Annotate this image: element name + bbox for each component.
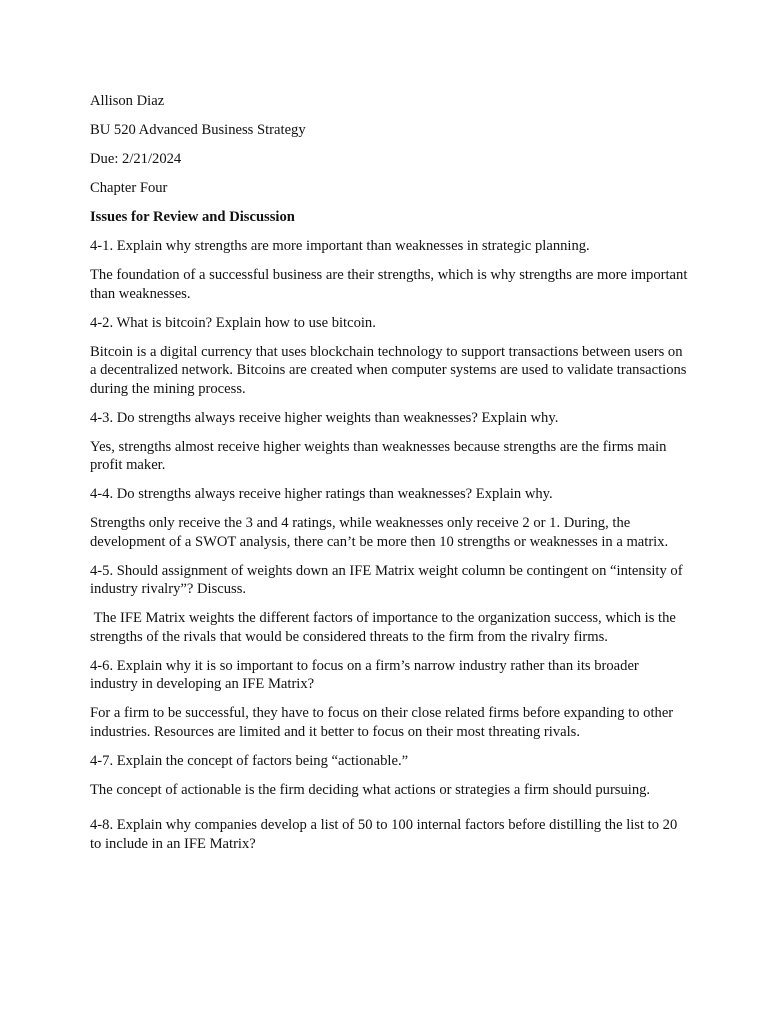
question-4-5: 4-5. Should assignment of weights down an IFE Matrix weight column be contingent on “intensity of industry rivalry”? Discuss. [90,562,683,597]
author-name: Allison Diaz [90,93,165,109]
answer-4-7: The concept of actionable is the firm deciding what actions or strategies a firm should pursuing. [90,781,651,798]
chapter-title: Chapter Four [90,180,168,196]
question-4-8: 4-8. Explain why companies develop a list of 50 to 100 internal factors before distilling the list to 20 to include in an IFE Matrix? [90,817,678,852]
answer-4-5: The IFE Matrix weights the different factors of importance to the organization success, which is the strengths of the rivals that would be considered threats to the firm from the rivalry firms. [90,610,676,645]
question-4-6: 4-6. Explain why it is so important to focus on a firm’s narrow industry rather than its broader industry in developing an IFE Matrix? [90,657,639,692]
answer-4-2: Bitcoin is a digital currency that uses blockchain technology to support transactions between users on a decentralized network. Bitcoins are created when computer systems are used to validate transactions during the mining process. [90,343,687,397]
answer-4-6: For a firm to be successful, they have to focus on their close related firms before expanding to other industries. Resources are limited and it better to focus on their most threating rivals. [90,705,674,740]
question-4-2: 4-2. What is bitcoin? Explain how to use bitcoin. [90,314,376,331]
answer-4-3: Yes, strengths almost receive higher weights than weaknesses because strengths are the firms main profit maker. [90,438,667,473]
document-page [90,92,690,864]
answer-4-1: The foundation of a successful business are their strengths, which is why strengths are more important than weaknesses. [90,267,688,302]
question-4-3: 4-3. Do strengths always receive higher weights than weaknesses? Explain why. [90,409,559,426]
question-4-7: 4-7. Explain the concept of factors being “actionable.” [90,752,409,769]
question-4-4: 4-4. Do strengths always receive higher ratings than weaknesses? Explain why. [90,486,553,502]
course-title: BU 520 Advanced Business Strategy [90,122,306,138]
answer-4-4: Strengths only receive the 3 and 4 ratings, while weaknesses only receive 2 or 1. During, the development of a SWOT analysis, there can’t be more then 10 strengths or weaknesses in a matrix. [90,515,669,550]
due-date: Due: 2/21/2024 [90,151,182,167]
section-heading: Issues for Review and Discussion [90,209,295,225]
question-4-1: 4-1. Explain why strengths are more important than weaknesses in strategic planning. [90,238,590,254]
